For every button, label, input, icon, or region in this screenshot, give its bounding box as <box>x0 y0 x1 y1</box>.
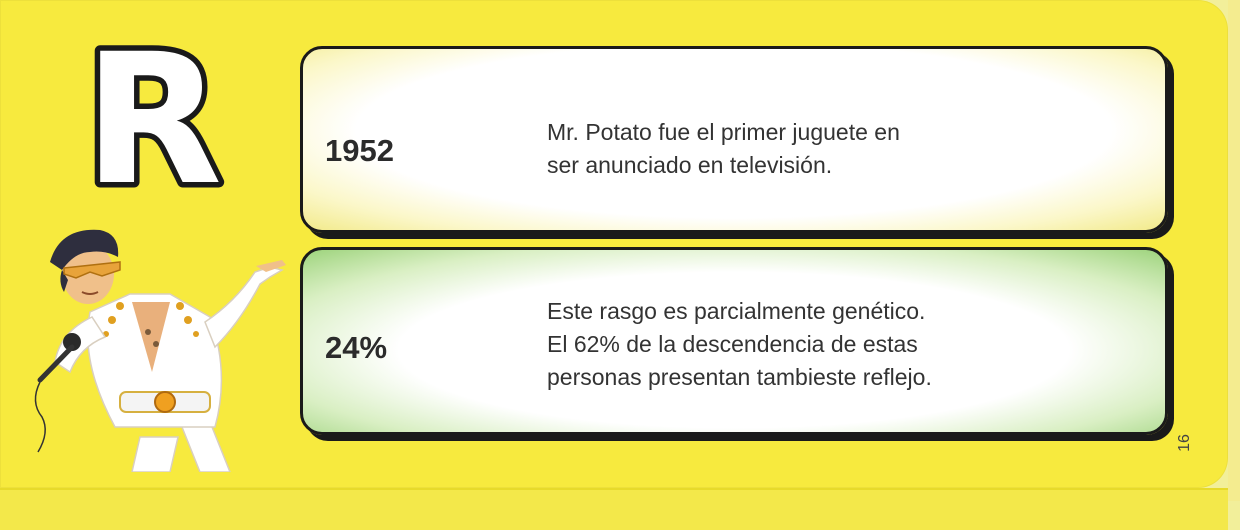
fact-line: Mr. Potato fue el primer juguete en <box>547 119 900 145</box>
page-number: 16 <box>1176 434 1193 452</box>
fact-row-2 <box>300 247 1168 435</box>
fact-line: Este rasgo es parcialmente genético. <box>547 298 926 324</box>
fact-line: ser anunciado en televisión. <box>547 152 833 178</box>
fact-line: El 62% de la descendencia de estas <box>547 331 918 357</box>
fact-text <box>547 116 1107 182</box>
fact-line: personas presentan tambieste reflejo. <box>547 364 932 390</box>
letter-r-badge-icon <box>78 32 228 202</box>
adjacent-card-edge <box>1228 0 1240 501</box>
fact-text <box>547 295 1107 394</box>
stat-value: 1952 <box>325 133 394 168</box>
letter-r-text: R <box>83 32 223 202</box>
singer-illustration-icon <box>20 222 300 472</box>
stat-value: 24% <box>325 330 388 365</box>
fact-row-1 <box>300 46 1168 233</box>
next-card-strip <box>0 488 1228 530</box>
